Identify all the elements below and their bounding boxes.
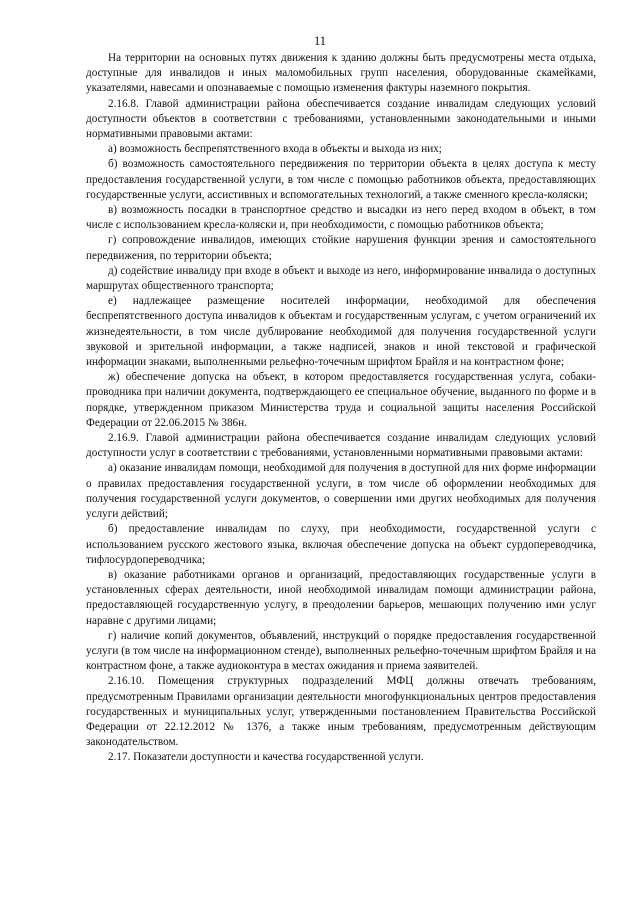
list-item-d: д) содействие инвалиду при входе в объект и выходе из него, информирование инвалида о доступных маршрутах общественного транспорта; [86, 264, 596, 293]
list-item-v-2: в) оказание работниками органов и организаций, предоставляющих государственные услуги в установленных сферах деятельности, иной необходимой инвалидам помощи администрации района, предоставляющей государственную услугу, в преодолении барьеров, мешающих получению ими услуг наравне с другими лицами; [86, 568, 596, 627]
paragraph-rest-places: На территории на основных путях движения к зданию должны быть предусмотрены места отдыха, доступные для инвалидов и иных маломобильных групп населения, оборудованные скамейками, указателями, навесами и опознаваемые с помощью изменения фактуры наземного покрытия. [86, 52, 596, 95]
list-item-a-2: а) оказание инвалидам помощи, необходимой для получения в доступной для них форме информации о правилах предоставления государственной услуги, в том числе об оформлении необходимых для получения государственной услуги документов, о совершении ими других необходимых для получения услуги действий; [86, 462, 596, 521]
paragraph-2-16-8: 2.16.8. Главой администрации района обеспечивается создание инвалидам следующих условий доступности объектов в соответствии с требованиями, установленными законодательными и иными нормативными правовыми актами: [86, 97, 596, 141]
paragraph-2-17: 2.17. Показатели доступности и качества государственной услуги. [108, 751, 424, 764]
list-item-g: г) сопровождение инвалидов, имеющих стойкие нарушения функции зрения и самостоятельного передвижения, по территории объекта; [86, 234, 596, 262]
list-item-v: в) возможность посадки в транспортное средство и высадки из него перед входом в объект, в том числе с использованием кресла-коляски и, при необходимости, с помощью работников объекта; [86, 204, 596, 232]
paragraph-2-16-10: 2.16.10. Помещения структурных подразделений МФЦ должны отвечать требованиям, предусмотренным Правилами организации деятельности многофункциональных центров предоставления государственных и муниципальных услуг, утвержденными постановлением Правительства Российской Федерации от 22.12.2012 № 1376, а также иным требованиям, предусмотренным действующим законодательством. [86, 675, 596, 749]
list-item-zh: ж) обеспечение допуска на объект, в котором предоставляется государственная услуга, собаки-проводника при наличии документа, подтверждающего ее специальное обучение, выданного по форме и в порядке, утвержденном приказом Министерства труда и социальной защиты населения Российской Федерации от 22.06.2015 № 386н. [86, 371, 596, 429]
list-item-g-2: г) наличие копий документов, объявлений, инструкций о порядке предоставления государственной услуги (в том числе на информационном стенде), выполненных рельефно-точечным шрифтом Брайля и на контрастном фоне, а также аудиоконтура в местах ожидания и приема заявителей. [86, 629, 596, 673]
list-item-b-2: б) предоставление инвалидам по слуху, при необходимости, государственной услуги с использованием русского жестового языка, включая обеспечение допуска на объект сурдопереводчика, тифлосурдопереводчика; [86, 523, 596, 566]
document-body [86, 51, 596, 766]
list-item-e: е) надлежащее размещение носителей информации, необходимой для обеспечения беспрепятственного доступа инвалидов к объектам и государственным услугам, с учетом ограничений их жизнедеятельности, в том числе дублирование необходимой для получения государственной услуги звуковой и зрительной информации, а также надписей, знаков и иной текстовой и графической информации знаками, выполненными рельефно-точечным шрифтом Брайля и на контрастном фоне; [86, 295, 596, 369]
page-number: 11 [313, 34, 327, 48]
list-item-b: б) возможность самостоятельного передвижения по территории объекта в целях доступа к месту предоставления государственной услуги, в том числе с помощью работников объекта, предоставляющих государственные услуги, ассистивных и вспомогательных технологий, а также сменного кресла-коляски; [86, 158, 596, 201]
list-item-a: а) возможность беспрепятственного входа в объекты и выхода из них; [108, 143, 442, 156]
paragraph-2-16-9: 2.16.9. Главой администрации района обеспечивается создание инвалидам следующих условий доступности услуг в соответствии с требованиями, установленными нормативными правовыми актами: [86, 432, 596, 460]
